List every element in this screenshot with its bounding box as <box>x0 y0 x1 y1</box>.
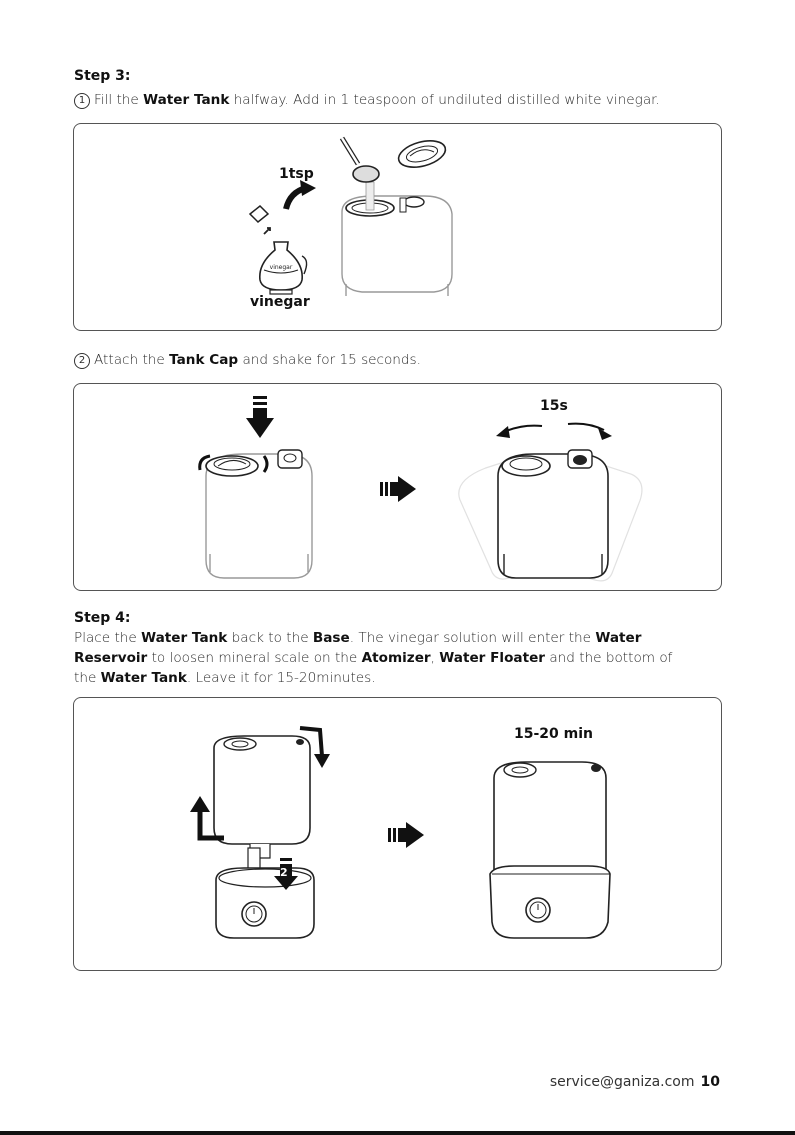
water-tank-open-icon <box>342 182 452 296</box>
measure-scoop-icon <box>250 206 270 234</box>
term-tank-cap: Tank Cap <box>169 352 239 368</box>
bottle-label: vinegar <box>269 264 293 271</box>
step-number-circle: 2 <box>74 353 90 369</box>
water-tank-lifted-icon <box>214 736 310 858</box>
page-footer <box>550 1074 720 1090</box>
illustration-panel-fill-vinegar <box>73 123 722 331</box>
term-atomizer: Atomizer <box>361 650 431 666</box>
wait-duration-label: 15-20 min <box>514 726 594 742</box>
right-arrow-icon <box>380 476 416 502</box>
reassemble-illustration <box>74 698 721 970</box>
illustration-panel-reassemble <box>73 697 722 971</box>
step-number-circle: 1 <box>74 93 90 109</box>
step3-instruction-2: 2 Attach the Tank Cap and shake for 15 seconds. <box>74 350 421 370</box>
fill-vinegar-illustration <box>74 124 721 330</box>
term-water: Water <box>595 630 642 646</box>
right-arrow-icon <box>388 822 424 848</box>
term-water-tank: Water Tank <box>143 92 230 108</box>
shake-duration-label: 15s <box>540 398 568 414</box>
term-reservoir: Reservoir <box>74 650 148 666</box>
shake-illustration <box>74 384 721 590</box>
teaspoon-label: 1tsp <box>279 166 314 182</box>
humidifier-base-icon <box>216 848 314 938</box>
term-water-tank: Water Tank <box>100 670 187 686</box>
step4-instruction-line2: Reservoir to loosen mineral scale on the Atomizer, Water Floater and the bottom of <box>74 650 673 666</box>
teaspoon-icon <box>342 138 379 182</box>
support-email: service@ganiza.com <box>549 1074 695 1090</box>
step4-instruction-line3: the Water Tank. Leave it for 15-20minutes. <box>74 670 376 686</box>
humidifier-assembled-icon <box>490 762 610 938</box>
bottom-border <box>0 1131 795 1135</box>
term-base: Base <box>312 630 350 646</box>
insert-step-marker: 2 <box>280 866 288 879</box>
step3-heading: Step 3: <box>74 68 131 84</box>
shake-arrows-icon <box>496 424 612 440</box>
vinegar-bottle-icon <box>260 242 307 294</box>
vinegar-label: vinegar <box>250 294 310 310</box>
term-water-tank: Water Tank <box>141 630 228 646</box>
term-water-floater: Water Floater <box>439 650 545 666</box>
down-arrow-icon <box>246 396 274 438</box>
step4-heading: Step 4: <box>74 610 131 626</box>
water-tank-with-cap-icon <box>200 450 312 578</box>
illustration-panel-shake <box>73 383 722 591</box>
tank-cap-icon <box>396 136 449 172</box>
page-number: 10 <box>700 1074 720 1090</box>
step3-instruction-1: 1 Fill the Water Tank halfway. Add in 1 teaspoon of undiluted distilled white vinegar. <box>74 90 660 110</box>
step4-instruction-line1: Place the Water Tank back to the Base. The vinegar solution will enter the Water <box>74 630 642 646</box>
shaking-tank-icon <box>498 450 608 578</box>
